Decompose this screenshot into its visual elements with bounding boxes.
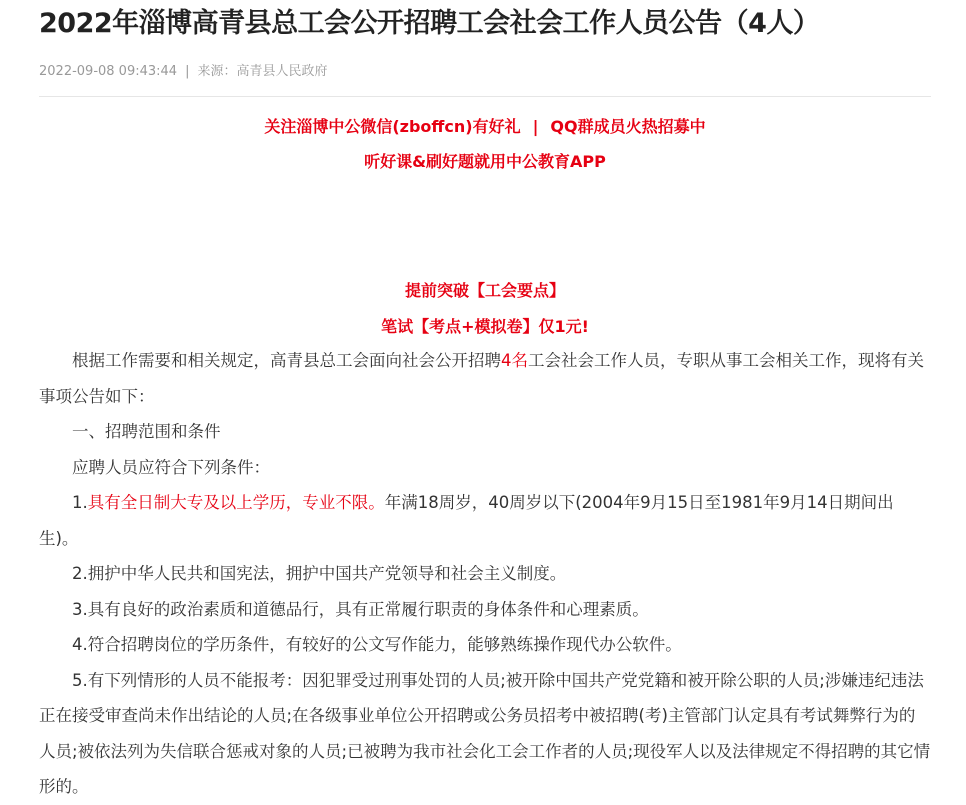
age-requirement: 年满18周岁，40周岁以下(2004年9月15日至1981年9月14日期间出生)。 [39, 493, 894, 548]
intro-text: 根据工作需要和相关规定，高青县总工会面向社会公开招聘 [72, 351, 501, 370]
written-exam-promo-link[interactable]: 笔试【考点+模拟卷】仅1元! [381, 317, 589, 336]
divider [39, 96, 931, 97]
condition-item-5: 5.有下列情形的人员不能报考：因犯罪受过刑事处罚的人员;被开除中国共产党党籍和被开除公职的人员;涉嫌违纪违法正在接受审查尚未作出结论的人员;在各级事业单位公开招聘或公务员招考中被招聘(考)主管部门认定具有考试舞弊行为的人员;被依法列为失信联合惩戒对象的人员;已被聘为我市社会化工会工作者的人员;现役军人以及法律规定不得招聘的其它情形的。 [39, 670, 931, 796]
meta-separator: | [185, 64, 190, 79]
qq-promo-link[interactable]: QQ群成员火热招募中 [550, 117, 706, 136]
condition-item-4: 4.符合招聘岗位的学历条件，有较好的公文写作能力，能够熟练操作现代办公软件。 [72, 635, 682, 654]
intro-count: 4名 [501, 351, 528, 370]
section-heading: 一、招聘范围和条件 [72, 422, 221, 441]
wechat-promo-link[interactable]: 关注淄博中公微信(zboffcn)有好礼 [264, 117, 521, 136]
promo-divider: | [532, 117, 539, 136]
education-requirement: 具有全日制大专及以上学历，专业不限。 [87, 493, 385, 512]
conditions-intro: 应聘人员应符合下列条件： [72, 457, 270, 477]
article-meta [39, 60, 327, 79]
intro-text-rest: 工会社会工作人员，专职从事工会相关工作，现将有关事项公告如下： [39, 351, 924, 406]
page-title: 2022年淄博高青县总工会公开招聘工会社会工作人员公告（4人） [39, 8, 820, 39]
condition-item-3: 3.具有良好的政治素质和道德品行，具有正常履行职责的身体条件和心理素质。 [72, 599, 649, 619]
article-body [39, 343, 931, 805]
publish-datetime: 2022-09-08 09:43:44 [39, 64, 178, 79]
breakthrough-promo-link[interactable]: 提前突破【工会要点】 [404, 281, 565, 300]
condition-item-1 [39, 485, 931, 556]
item-number: 1. [72, 493, 88, 512]
app-promo-link[interactable]: 听好课&刷好题就用中公教育APP [364, 152, 606, 171]
intro-paragraph [39, 343, 931, 414]
condition-item-2: 2.拥护中华人民共和国宪法，拥护中国共产党领导和社会主义制度。 [72, 564, 567, 583]
promo-line-1 [39, 114, 931, 137]
article-source: 来源：高青县人民政府 [197, 64, 328, 79]
